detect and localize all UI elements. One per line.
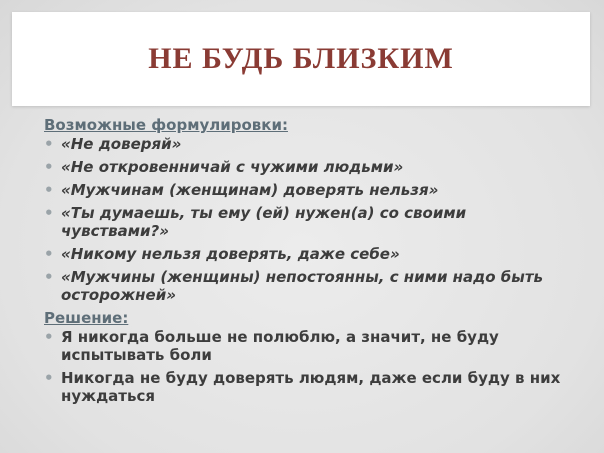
list-item: • «Не откровенничай с чужими людьми»	[44, 158, 564, 176]
list-item: • «Ты думаешь, ты ему (ей) нужен(а) со своими чувствами?»	[44, 204, 564, 240]
list-item: • Я никогда больше не полюблю, а значит, не буду испытывать боли	[44, 328, 564, 364]
list-item: • «Не доверяй»	[44, 135, 564, 153]
solution-heading: Решение:	[44, 309, 129, 327]
slide-content	[44, 116, 564, 410]
list-item: • Никогда не буду доверять людям, даже если буду в них нуждаться	[44, 369, 564, 405]
list-item: • «Мужчины (женщины) непостоянны, с ними надо быть осторожней»	[44, 268, 564, 304]
list-item: • «Мужчинам (женщинам) доверять нельзя»	[44, 181, 564, 199]
solution-list	[44, 328, 564, 405]
title-band	[12, 12, 590, 106]
list-item: • «Никому нельзя доверять, даже себе»	[44, 245, 564, 263]
slide-title: НЕ БУДЬ БЛИЗКИМ	[148, 42, 454, 75]
formulations-list	[44, 135, 564, 304]
formulations-heading: Возможные формулировки:	[44, 116, 288, 134]
